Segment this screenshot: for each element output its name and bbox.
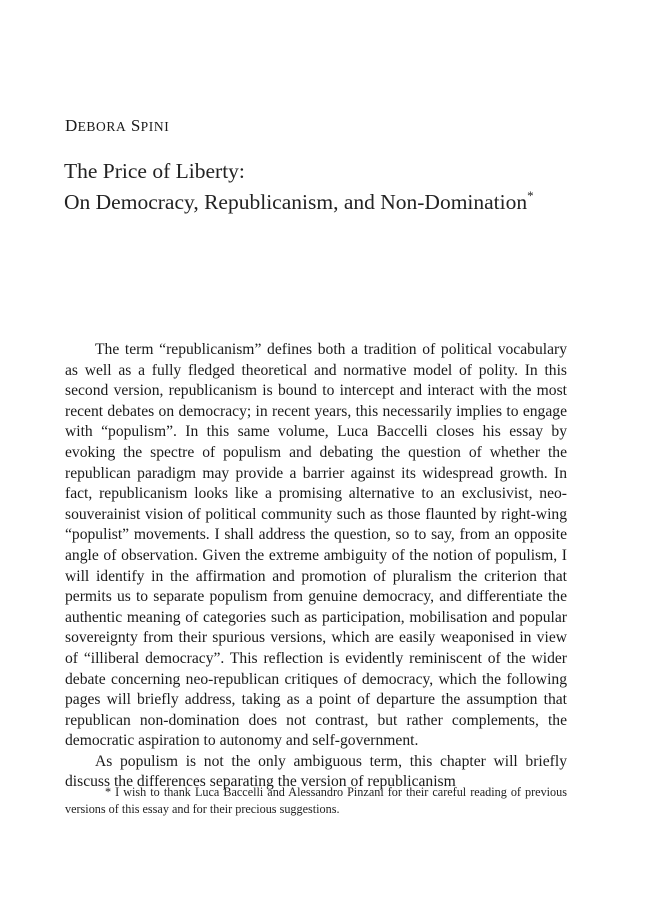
title-line-2 bbox=[64, 184, 534, 215]
author-first-rest: EBORA bbox=[77, 119, 127, 134]
body-text bbox=[65, 340, 567, 793]
author-last-initial: S bbox=[130, 116, 141, 135]
paragraph-1: The term “republicanism” defines both a tradition of political vocabulary as well as a fully fledged theoretical and normative model of polity. In this second version, republicanism is bound to intercept and interact with the most recent debates on democracy; in recent years, this necessarily implies to engage with “populism”. In this same volume, Luca Baccelli closes his essay by evoking the spectre of populism and debating the question of whether the republican paradigm may provide a barrier against its widespread growth. In fact, republicanism looks like a promising alternative to an exclusivist, neo-souverainist vision of political community such as those flaunted by right-wing “populist” movements. I shall address the question, so to say, from an opposite angle of observation. Given the extreme ambiguity of the notion of populism, I will identify in the affirmation and promotion of pluralism the criterion that permits us to separate populism from genuine democracy, and differentiate the authentic meaning of categories such as participation, mobilisation and popular sovereignty from their spurious versions, which are easily weaponised in view of “illiberal democracy”. This reflection is evidently reminiscent of the wider debate concerning neo-republican critiques of democracy, which the following pages will briefly address, taking as a point of departure the assumption that republican non-domination does not contrast, but rather complements, the democratic aspiration to autonomy and self-government. bbox=[65, 341, 567, 750]
title-line-1: The Price of Liberty: bbox=[64, 159, 245, 183]
author-last-rest: PINI bbox=[140, 119, 170, 134]
chapter-title bbox=[64, 158, 534, 215]
author-name bbox=[65, 116, 169, 136]
paragraph-2: As populism is not the only ambiguous term, this chapter will briefly discuss the differences separating the version of republicanism bbox=[65, 752, 567, 791]
footnote-text: * I wish to thank Luca Baccelli and Alessandro Pinzani for their careful reading of previous versions of this essay and for their precious suggestions. bbox=[65, 785, 567, 816]
footnote bbox=[65, 784, 567, 818]
title-footnote-marker: * bbox=[527, 188, 534, 203]
title-line-2-text: On Democracy, Republicanism, and Non-Domination bbox=[64, 190, 528, 215]
author-first-initial: D bbox=[65, 116, 78, 135]
